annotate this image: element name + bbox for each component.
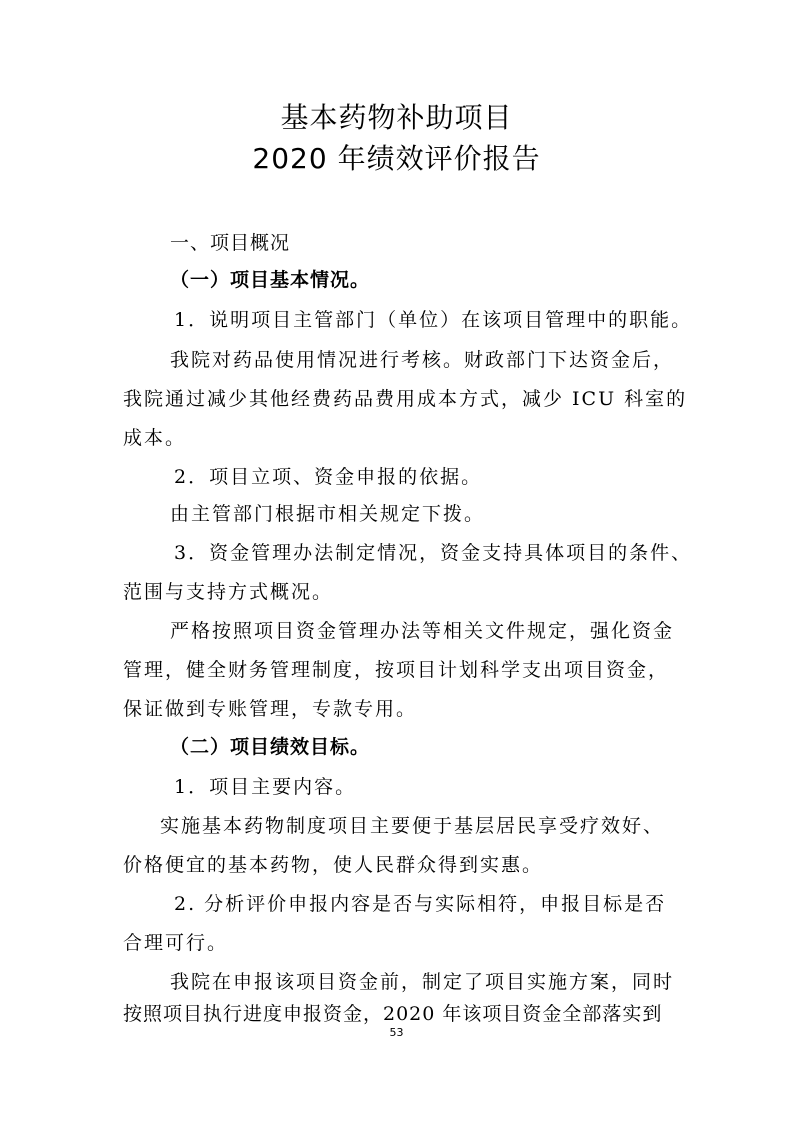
item3-body-line1: 严格按照项目资金管理办法等相关文件规定，强化资金 <box>170 620 675 642</box>
document-title-line1: 基本药物补助项目 <box>280 101 513 134</box>
item2-body: 由主管部门根据市相关规定下拨。 <box>170 503 486 525</box>
item1-heading: 1．说明项目主管部门（单位）在该项目管理中的职能。 <box>174 309 693 331</box>
item1-body-line2: 我院通过减少其他经费药品费用成本方式，减少 ICU 科室的 <box>123 388 688 410</box>
item3-body-line3: 保证做到专账管理，专款专用。 <box>123 698 418 720</box>
goal1-heading: 1．项目主要内容。 <box>174 776 357 798</box>
goal1-body-line1: 实施基本药物制度项目主要便于基层居民享受疗效好、 <box>160 815 665 837</box>
document-title-line2: 2020 年绩效评价报告 <box>252 142 541 175</box>
item1-body-line1: 我院对药品使用情况进行考核。财政部门下达资金后， <box>170 349 675 371</box>
goal2-heading-line2: 合理可行。 <box>123 932 229 954</box>
goal2-body-line2: 按照项目执行进度申报资金，2020 年该项目资金全部落实到 <box>123 1003 663 1025</box>
goal1-body-line2: 价格便宜的基本药物，使人民群众得到实惠。 <box>123 854 544 876</box>
section-heading-project-overview: 一、项目概况 <box>170 232 291 254</box>
goal2-body-line1: 我院在申报该项目资金前，制定了项目实施方案，同时 <box>170 971 675 993</box>
subsection-heading-basic-info: （一）项目基本情况。 <box>170 269 371 291</box>
goal2-heading-line1: 2. 分析评价申报内容是否与实际相符，申报目标是否 <box>174 893 667 915</box>
item3-body-line2: 管理，健全财务管理制度，按项目计划科学支出项目资金， <box>123 659 670 681</box>
page-number: 53 <box>389 1026 404 1039</box>
item1-body-line3: 成本。 <box>123 427 187 449</box>
item3-heading-line2: 范围与支持方式概况。 <box>123 581 334 603</box>
item2-heading: 2．项目立项、资金申报的依据。 <box>174 466 483 488</box>
subsection-heading-performance-goals: （二）项目绩效目标。 <box>170 736 371 758</box>
item3-heading-line1: 3．资金管理办法制定情况，资金支持具体项目的条件、 <box>174 542 693 564</box>
